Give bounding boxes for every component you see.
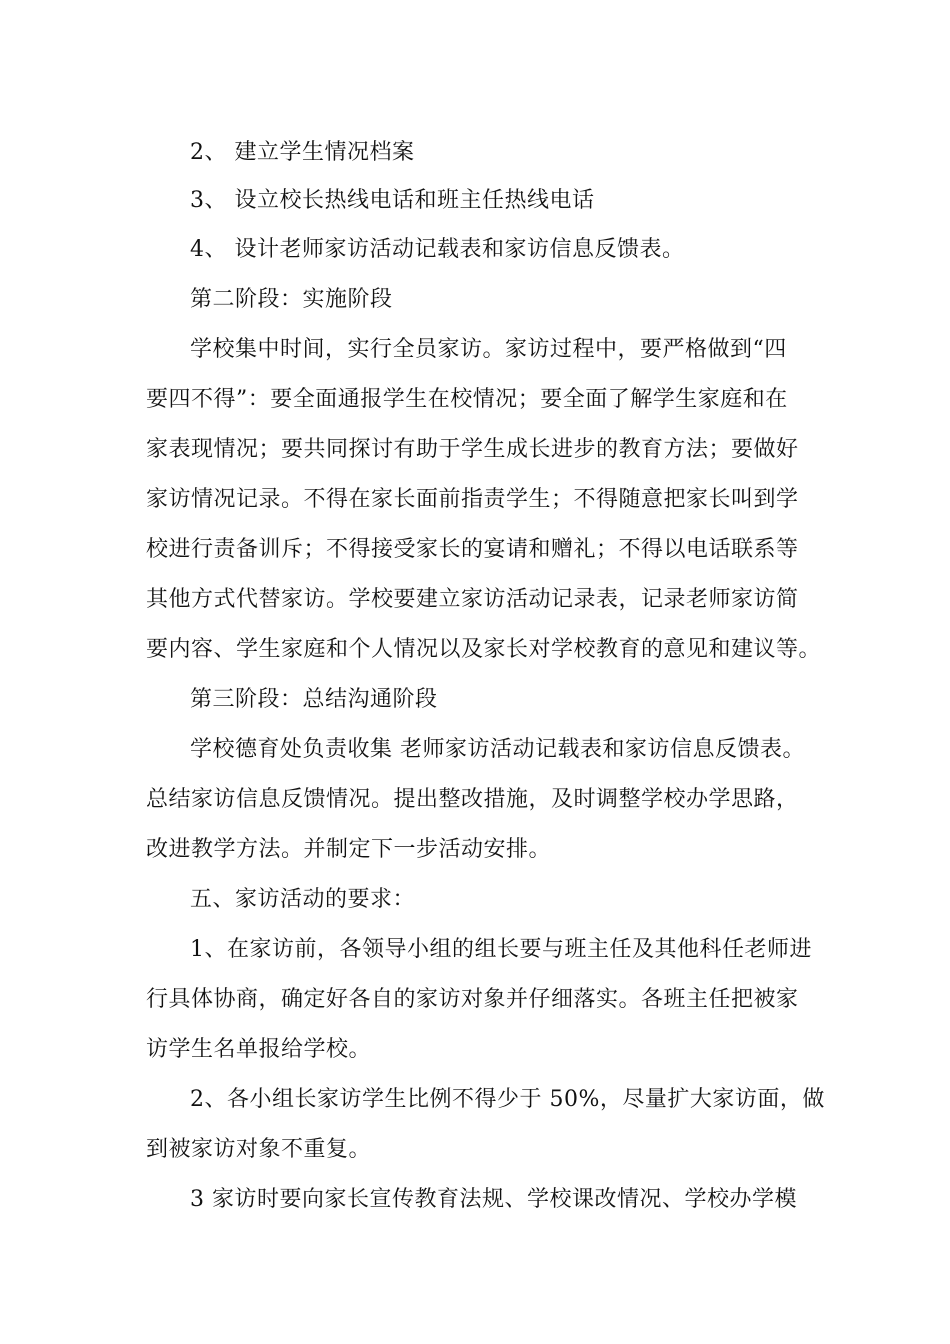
paragraph-line: 家表现情况；要共同探讨有助于学生成长进步的教育方法；要做好: [146, 437, 799, 462]
paragraph-line: 要四不得”：要全面通报学生在校情况；要全面了解学生家庭和在: [146, 387, 788, 412]
section-heading-requirements: 五、家访活动的要求：: [190, 887, 416, 912]
paragraph-line: 到被家访对象不重复。: [146, 1137, 372, 1162]
paragraph-line: 校进行责备训斥；不得接受家长的宴请和赠礼；不得以电话联系等: [146, 537, 799, 562]
paragraph-line: 改进教学方法。并制定下一步活动安排。: [146, 837, 552, 862]
paragraph-line: 访学生名单报给学校。: [146, 1037, 372, 1062]
paragraph-line: 3 家访时要向家长宣传教育法规、学校课改情况、学校办学模: [190, 1187, 797, 1212]
paragraph-line: 1、在家访前，各领导小组的组长要与班主任及其他科任老师进: [190, 937, 812, 962]
section-heading-stage-2: 第二阶段：实施阶段: [190, 287, 393, 312]
paragraph-line: 2、各小组长家访学生比例不得少于 50%，尽量扩大家访面，做: [190, 1087, 825, 1112]
paragraph-line: 总结家访信息反馈情况。提出整改措施，及时调整学校办学思路，: [146, 787, 799, 812]
paragraph-line: 要内容、学生家庭和个人情况以及家长对学校教育的意见和建议等。: [146, 637, 822, 662]
paragraph-line: 行具体协商，确定好各自的家访对象并仔细落实。各班主任把被家: [146, 987, 799, 1012]
paragraph-line: 学校德育处负责收集 老师家访活动记载表和家访信息反馈表。: [190, 737, 805, 762]
list-item-3: 3、 设立校长热线电话和班主任热线电话: [190, 188, 595, 213]
section-heading-stage-3: 第三阶段：总结沟通阶段: [190, 687, 438, 712]
list-item-4: 4、 设计老师家访活动记载表和家访信息反馈表。: [190, 237, 685, 262]
list-item-2: 2、 建立学生情况档案: [190, 140, 415, 165]
paragraph-line: 家访情况记录。不得在家长面前指责学生；不得随意把家长叫到学: [146, 487, 799, 512]
paragraph-line: 学校集中时间，实行全员家访。家访过程中，要严格做到“四: [190, 337, 787, 362]
paragraph-line: 其他方式代替家访。学校要建立家访活动记录表，记录老师家访简: [146, 587, 799, 612]
